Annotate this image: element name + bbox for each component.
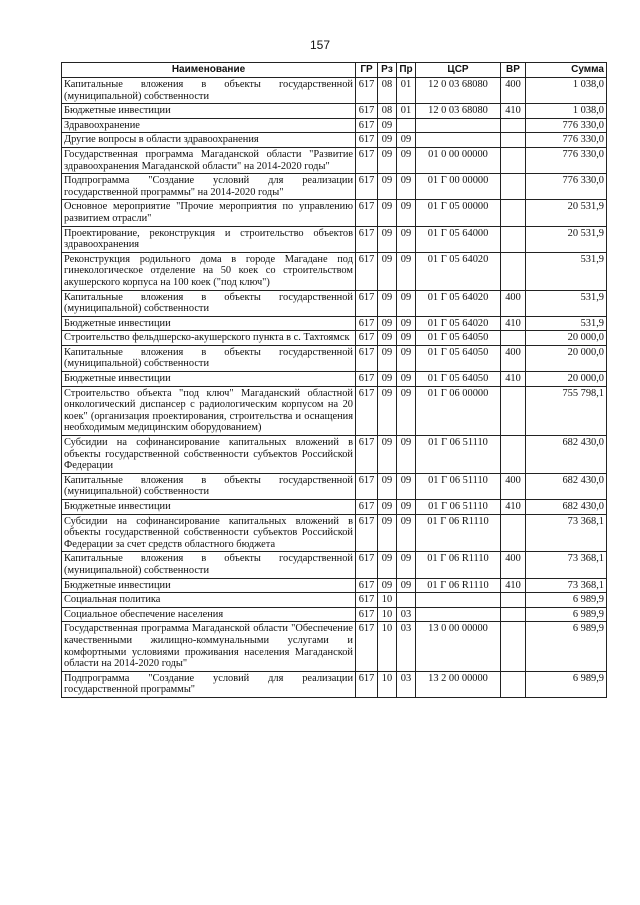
cell-csr: 13 0 00 00000 xyxy=(416,622,501,671)
table-row xyxy=(62,386,607,435)
cell-gr: 617 xyxy=(356,607,378,622)
cell-name: Государственная программа Магаданской области "Обеспечение качественными жилищно-коммунальными услугами и комфортными условиями проживания населения Магаданской области на 2014-2020 годы" xyxy=(62,622,356,671)
cell-gr: 617 xyxy=(356,200,378,226)
table-row xyxy=(62,104,607,119)
cell-pr: 09 xyxy=(397,436,416,474)
table-row xyxy=(62,500,607,515)
cell-name: Субсидии на софинансирование капитальных вложений в объекты государственной собственности субъектов Российской Федерации за счет средств областного бюджета xyxy=(62,514,356,552)
cell-csr: 01 Г 00 00000 xyxy=(416,174,501,200)
column-header-name: Наименование xyxy=(62,63,356,78)
cell-vr: 400 xyxy=(501,552,526,578)
cell-csr: 01 Г 06 51110 xyxy=(416,473,501,499)
cell-csr: 01 Г 06 R1110 xyxy=(416,552,501,578)
cell-rz: 09 xyxy=(378,316,397,331)
cell-sum: 73 368,1 xyxy=(526,578,607,593)
cell-rz: 10 xyxy=(378,622,397,671)
column-header-csr: ЦСР xyxy=(416,63,501,78)
cell-name: Строительство объекта "под ключ" Магаданский областной онкологический диспансер с радиологическим корпусом на 20 коек" (организация проектирования, строительства и оснащения необходимым медицинским оборудованием) xyxy=(62,386,356,435)
cell-gr: 617 xyxy=(356,345,378,371)
cell-csr: 01 Г 05 00000 xyxy=(416,200,501,226)
table-row xyxy=(62,372,607,387)
cell-name: Капитальные вложения в объекты государственной (муниципальной) собственности xyxy=(62,78,356,104)
cell-csr: 01 Г 05 64000 xyxy=(416,226,501,252)
table-row xyxy=(62,552,607,578)
cell-pr: 09 xyxy=(397,252,416,290)
cell-name: Бюджетные инвестиции xyxy=(62,578,356,593)
cell-vr xyxy=(501,118,526,133)
cell-rz: 09 xyxy=(378,514,397,552)
cell-pr xyxy=(397,118,416,133)
cell-name: Капитальные вложения в объекты государственной (муниципальной) собственности xyxy=(62,552,356,578)
cell-csr: 12 0 03 68080 xyxy=(416,104,501,119)
cell-csr: 01 Г 06 51110 xyxy=(416,436,501,474)
cell-rz: 09 xyxy=(378,331,397,346)
cell-sum: 682 430,0 xyxy=(526,436,607,474)
cell-rz: 09 xyxy=(378,226,397,252)
cell-vr: 400 xyxy=(501,290,526,316)
cell-sum: 776 330,0 xyxy=(526,118,607,133)
column-header-vr: ВР xyxy=(501,63,526,78)
cell-name: Бюджетные инвестиции xyxy=(62,104,356,119)
cell-vr xyxy=(501,174,526,200)
cell-csr: 13 2 00 00000 xyxy=(416,671,501,697)
cell-gr: 617 xyxy=(356,226,378,252)
cell-csr xyxy=(416,133,501,148)
cell-sum: 6 989,9 xyxy=(526,593,607,608)
cell-csr: 01 Г 06 00000 xyxy=(416,386,501,435)
cell-sum: 1 038,0 xyxy=(526,78,607,104)
cell-name: Капитальные вложения в объекты государственной (муниципальной) собственности xyxy=(62,345,356,371)
cell-sum: 6 989,9 xyxy=(526,622,607,671)
cell-rz: 08 xyxy=(378,78,397,104)
cell-csr: 01 Г 05 64020 xyxy=(416,316,501,331)
cell-csr xyxy=(416,118,501,133)
cell-sum: 20 531,9 xyxy=(526,200,607,226)
cell-gr: 617 xyxy=(356,252,378,290)
cell-name: Капитальные вложения в объекты государственной (муниципальной) собственности xyxy=(62,473,356,499)
cell-name: Капитальные вложения в объекты государственной (муниципальной) собственности xyxy=(62,290,356,316)
table-row xyxy=(62,226,607,252)
cell-csr: 01 Г 06 51110 xyxy=(416,500,501,515)
cell-sum: 531,9 xyxy=(526,290,607,316)
cell-sum: 20 000,0 xyxy=(526,345,607,371)
table-row xyxy=(62,578,607,593)
cell-sum: 776 330,0 xyxy=(526,147,607,173)
cell-csr: 01 Г 06 R1110 xyxy=(416,514,501,552)
page-number: 157 xyxy=(309,38,331,52)
cell-gr: 617 xyxy=(356,147,378,173)
cell-vr: 400 xyxy=(501,345,526,371)
cell-gr: 617 xyxy=(356,436,378,474)
cell-sum: 776 330,0 xyxy=(526,133,607,148)
table-row xyxy=(62,316,607,331)
cell-pr xyxy=(397,593,416,608)
cell-csr: 01 Г 05 64050 xyxy=(416,331,501,346)
cell-rz: 10 xyxy=(378,593,397,608)
cell-name: Социальное обеспечение населения xyxy=(62,607,356,622)
table-header-row xyxy=(62,63,607,78)
cell-rz: 09 xyxy=(378,174,397,200)
cell-sum: 776 330,0 xyxy=(526,174,607,200)
cell-vr: 410 xyxy=(501,578,526,593)
cell-sum: 755 798,1 xyxy=(526,386,607,435)
cell-pr: 01 xyxy=(397,104,416,119)
cell-pr: 03 xyxy=(397,607,416,622)
cell-pr: 09 xyxy=(397,386,416,435)
table-row xyxy=(62,473,607,499)
cell-csr: 01 Г 05 64020 xyxy=(416,290,501,316)
column-header-rz: Рз xyxy=(378,63,397,78)
cell-vr xyxy=(501,133,526,148)
cell-csr: 01 0 00 00000 xyxy=(416,147,501,173)
cell-pr: 03 xyxy=(397,622,416,671)
cell-gr: 617 xyxy=(356,316,378,331)
cell-rz: 09 xyxy=(378,500,397,515)
budget-table xyxy=(61,62,607,698)
cell-pr: 09 xyxy=(397,290,416,316)
cell-gr: 617 xyxy=(356,578,378,593)
cell-name: Подпрограмма "Создание условий для реализации государственной программы" на 2014-2020 годы" xyxy=(62,174,356,200)
table-row xyxy=(62,622,607,671)
cell-pr: 09 xyxy=(397,133,416,148)
cell-rz: 09 xyxy=(378,578,397,593)
cell-csr xyxy=(416,593,501,608)
cell-gr: 617 xyxy=(356,118,378,133)
table-row xyxy=(62,200,607,226)
column-header-pr: Пр xyxy=(397,63,416,78)
cell-vr xyxy=(501,671,526,697)
table-body xyxy=(62,78,607,698)
cell-rz: 09 xyxy=(378,133,397,148)
cell-vr xyxy=(501,622,526,671)
cell-gr: 617 xyxy=(356,500,378,515)
table-row xyxy=(62,174,607,200)
cell-name: Реконструкция родильного дома в городе Магадане под гинекологическое отделение на 50 коек со строительством акушерского корпуса на 100 коек ("под ключ") xyxy=(62,252,356,290)
cell-pr: 09 xyxy=(397,200,416,226)
cell-rz: 09 xyxy=(378,372,397,387)
table-row xyxy=(62,331,607,346)
cell-csr: 01 Г 06 R1110 xyxy=(416,578,501,593)
cell-pr: 09 xyxy=(397,345,416,371)
cell-csr xyxy=(416,607,501,622)
cell-name: Субсидии на софинансирование капитальных вложений в объекты государственной собственности субъектов Российской Федерации xyxy=(62,436,356,474)
table-row xyxy=(62,671,607,697)
table-row xyxy=(62,78,607,104)
cell-gr: 617 xyxy=(356,372,378,387)
cell-pr: 09 xyxy=(397,372,416,387)
cell-vr xyxy=(501,593,526,608)
cell-pr: 01 xyxy=(397,78,416,104)
cell-pr: 09 xyxy=(397,578,416,593)
table-row xyxy=(62,514,607,552)
cell-gr: 617 xyxy=(356,671,378,697)
cell-sum: 1 038,0 xyxy=(526,104,607,119)
cell-name: Государственная программа Магаданской области "Развитие здравоохранения Магаданской области" на 2014-2020 годы" xyxy=(62,147,356,173)
cell-gr: 617 xyxy=(356,514,378,552)
cell-gr: 617 xyxy=(356,174,378,200)
cell-sum: 682 430,0 xyxy=(526,473,607,499)
cell-gr: 617 xyxy=(356,290,378,316)
cell-vr: 410 xyxy=(501,372,526,387)
cell-rz: 09 xyxy=(378,345,397,371)
cell-gr: 617 xyxy=(356,622,378,671)
cell-gr: 617 xyxy=(356,331,378,346)
cell-rz: 09 xyxy=(378,552,397,578)
cell-sum: 6 989,9 xyxy=(526,607,607,622)
cell-pr: 09 xyxy=(397,473,416,499)
cell-pr: 09 xyxy=(397,147,416,173)
table-row xyxy=(62,593,607,608)
cell-name: Бюджетные инвестиции xyxy=(62,500,356,515)
cell-vr: 410 xyxy=(501,316,526,331)
cell-rz: 10 xyxy=(378,607,397,622)
cell-name: Здравоохранение xyxy=(62,118,356,133)
cell-vr xyxy=(501,331,526,346)
cell-pr: 09 xyxy=(397,174,416,200)
cell-pr: 09 xyxy=(397,226,416,252)
cell-pr: 09 xyxy=(397,514,416,552)
cell-csr: 01 Г 05 64050 xyxy=(416,372,501,387)
cell-vr xyxy=(501,147,526,173)
cell-sum: 73 368,1 xyxy=(526,514,607,552)
table-row xyxy=(62,118,607,133)
cell-rz: 09 xyxy=(378,118,397,133)
column-header-gr: ГР xyxy=(356,63,378,78)
cell-gr: 617 xyxy=(356,593,378,608)
cell-vr: 400 xyxy=(501,78,526,104)
cell-rz: 09 xyxy=(378,200,397,226)
cell-sum: 682 430,0 xyxy=(526,500,607,515)
cell-name: Основное мероприятие "Прочие мероприятия по управлению развитием отрасли" xyxy=(62,200,356,226)
cell-vr xyxy=(501,436,526,474)
cell-name: Проектирование, реконструкция и строительство объектов здравоохранения xyxy=(62,226,356,252)
cell-vr xyxy=(501,200,526,226)
cell-vr xyxy=(501,386,526,435)
cell-vr: 410 xyxy=(501,500,526,515)
cell-pr: 09 xyxy=(397,500,416,515)
cell-name: Другие вопросы в области здравоохранения xyxy=(62,133,356,148)
cell-name: Строительство фельдшерско-акушерского пункта в с. Тахтоямск xyxy=(62,331,356,346)
cell-rz: 09 xyxy=(378,436,397,474)
cell-vr: 410 xyxy=(501,104,526,119)
cell-name: Социальная политика xyxy=(62,593,356,608)
cell-vr xyxy=(501,252,526,290)
cell-pr: 09 xyxy=(397,331,416,346)
cell-rz: 08 xyxy=(378,104,397,119)
cell-vr: 400 xyxy=(501,473,526,499)
cell-gr: 617 xyxy=(356,133,378,148)
cell-sum: 6 989,9 xyxy=(526,671,607,697)
table-row xyxy=(62,252,607,290)
table-row xyxy=(62,290,607,316)
cell-sum: 73 368,1 xyxy=(526,552,607,578)
cell-sum: 20 000,0 xyxy=(526,372,607,387)
cell-gr: 617 xyxy=(356,473,378,499)
cell-name: Бюджетные инвестиции xyxy=(62,372,356,387)
cell-rz: 09 xyxy=(378,147,397,173)
table-row xyxy=(62,436,607,474)
cell-gr: 617 xyxy=(356,104,378,119)
cell-rz: 09 xyxy=(378,386,397,435)
cell-csr: 01 Г 05 64020 xyxy=(416,252,501,290)
cell-gr: 617 xyxy=(356,552,378,578)
cell-sum: 531,9 xyxy=(526,252,607,290)
cell-pr: 09 xyxy=(397,316,416,331)
cell-sum: 531,9 xyxy=(526,316,607,331)
cell-vr xyxy=(501,607,526,622)
cell-vr xyxy=(501,514,526,552)
cell-csr: 12 0 03 68080 xyxy=(416,78,501,104)
table-row xyxy=(62,607,607,622)
cell-sum: 20 000,0 xyxy=(526,331,607,346)
cell-rz: 09 xyxy=(378,290,397,316)
column-header-sum: Сумма xyxy=(526,63,607,78)
cell-sum: 20 531,9 xyxy=(526,226,607,252)
cell-pr: 03 xyxy=(397,671,416,697)
cell-rz: 10 xyxy=(378,671,397,697)
cell-gr: 617 xyxy=(356,386,378,435)
cell-csr: 01 Г 05 64050 xyxy=(416,345,501,371)
cell-name: Бюджетные инвестиции xyxy=(62,316,356,331)
cell-name: Подпрограмма "Создание условий для реализации государственной программы" xyxy=(62,671,356,697)
cell-pr: 09 xyxy=(397,552,416,578)
table-row xyxy=(62,345,607,371)
cell-vr xyxy=(501,226,526,252)
table-row xyxy=(62,147,607,173)
cell-gr: 617 xyxy=(356,78,378,104)
cell-rz: 09 xyxy=(378,252,397,290)
table-row xyxy=(62,133,607,148)
cell-rz: 09 xyxy=(378,473,397,499)
